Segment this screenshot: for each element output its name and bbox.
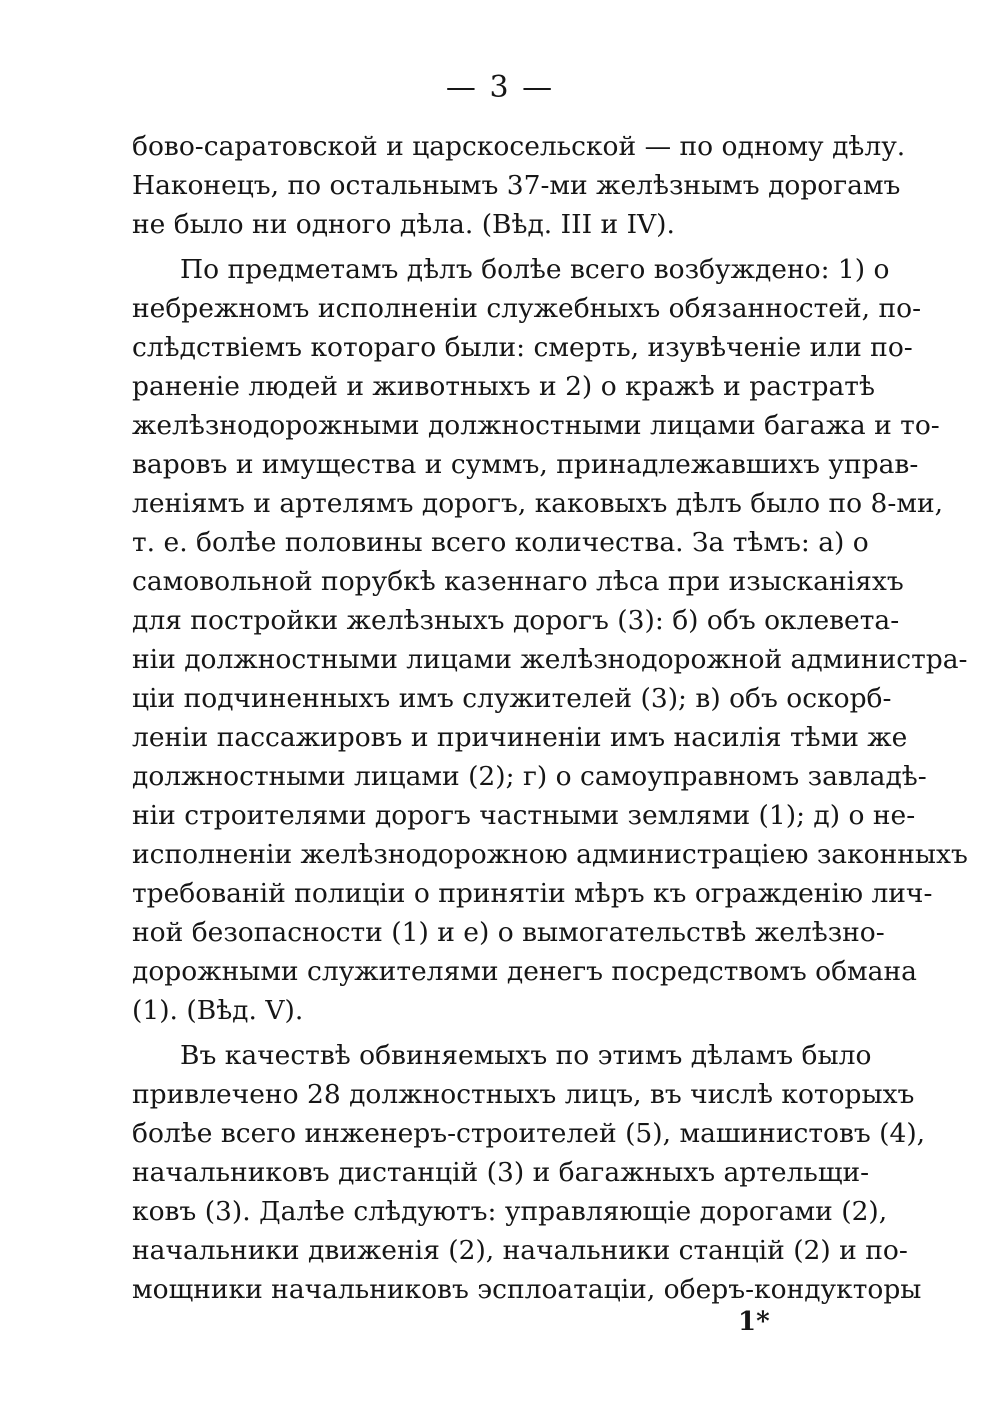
text-line: ціи подчиненныхъ имъ служителей (3); в) объ оскорб-	[132, 683, 892, 714]
text-line: ніи строителями дорогъ частными землями (1); д) о не-	[132, 800, 916, 831]
text-line: т. е. болѣе половины всего количества. За тѣмъ: а) о	[132, 527, 869, 558]
text-line: ной безопасности (1) и е) о вымогательствѣ желѣзно-	[132, 917, 885, 948]
text-line: (1). (Вѣд. V).	[132, 995, 304, 1026]
text-line: По предметамъ дѣлъ болѣе всего возбуждено: 1) о	[180, 254, 890, 285]
text-line: исполненіи желѣзнодорожною администраціею законныхъ	[132, 839, 968, 870]
text-line: леніямъ и артелямъ дорогъ, каковыхъ дѣлъ было по 8-ми,	[132, 488, 944, 519]
text-line: небрежномъ исполненіи служебныхъ обязанностей, по-	[132, 293, 922, 324]
paragraph	[132, 1036, 926, 1309]
text-line: требованій полиціи о принятіи мѣръ къ огражденію лич-	[132, 878, 933, 909]
text-line: начальниковъ дистанцій (3) и багажныхъ артельщи-	[132, 1157, 870, 1188]
text-line: желѣзнодорожными должностными лицами багажа и то-	[132, 410, 940, 441]
text-line: для постройки желѣзныхъ дорогъ (3): б) объ оклевета-	[132, 605, 900, 636]
text-line: варовъ и имущества и суммъ, принадлежавшихъ управ-	[132, 449, 919, 480]
text-line: Наконецъ, по остальнымъ 37-ми желѣзнымъ дорогамъ	[132, 170, 901, 201]
text-line: не было ни одного дѣла. (Вѣд. III и IV).	[132, 209, 675, 240]
text-line: раненіе людей и животныхъ и 2) о кражѣ и растратѣ	[132, 371, 875, 402]
text-line: самовольной порубкѣ казеннаго лѣса при изысканіяхъ	[132, 566, 904, 597]
paragraph	[132, 250, 968, 1030]
page-number: — 3 —	[445, 70, 555, 105]
text-line: начальники движенія (2), начальники станцій (2) и по-	[132, 1235, 908, 1266]
text-line: болѣе всего инженеръ-строителей (5), машинистовъ (4),	[132, 1118, 926, 1149]
body-text	[132, 127, 968, 1309]
paragraph	[132, 127, 906, 244]
text-line: должностными лицами (2); г) о самоуправномъ завладѣ-	[132, 761, 927, 792]
text-line: привлечено 28 должностныхъ лицъ, въ числѣ которыхъ	[132, 1079, 915, 1110]
signature-mark: 1*	[738, 1307, 770, 1337]
text-line: мощники начальниковъ эсплоатаціи, оберъ-кондукторы	[132, 1274, 922, 1305]
text-line: бово-саратовской и царскосельской — по одному дѣлу.	[132, 131, 906, 162]
text-line: слѣдствіемъ котораго были: смерть, изувѣченіе или по-	[132, 332, 913, 363]
text-line: дорожными служителями денегъ посредствомъ обмана	[132, 956, 917, 987]
text-line: ковъ (3). Далѣе слѣдуютъ: управляющіе дорогами (2),	[132, 1196, 888, 1227]
text-line: Въ качествѣ обвиняемыхъ по этимъ дѣламъ было	[180, 1040, 872, 1071]
text-line: ніи должностными лицами желѣзнодорожной администра-	[132, 644, 968, 675]
text-line: леніи пассажировъ и причиненіи имъ насилія тѣми же	[132, 722, 908, 753]
